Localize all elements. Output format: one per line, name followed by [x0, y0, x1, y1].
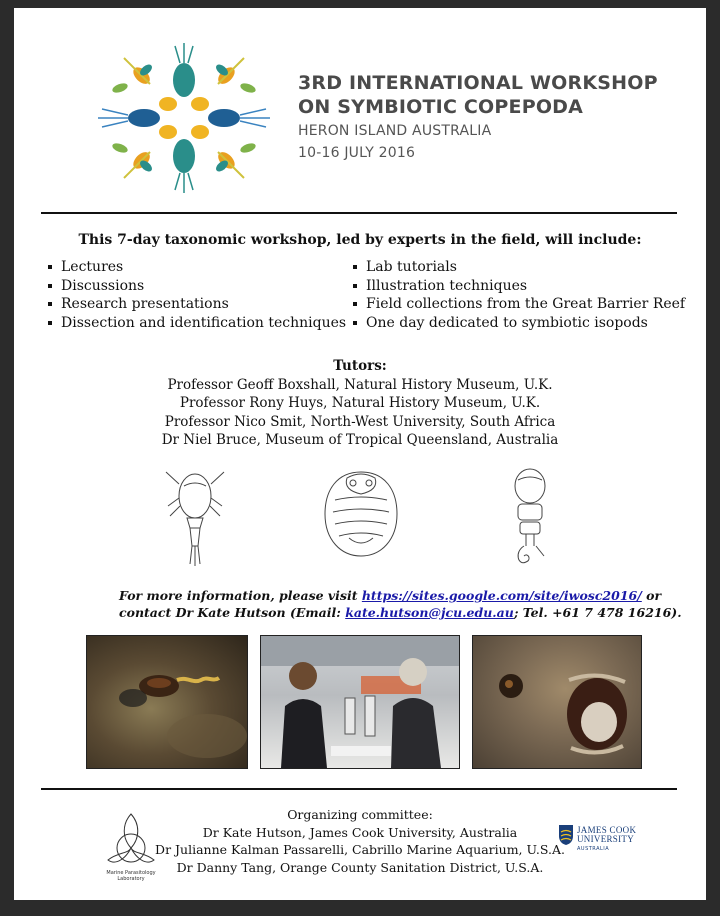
photo-fish-mouth-isopod — [472, 635, 642, 769]
tutor-item: Professor Nico Smit, North-West University, South Africa — [164, 413, 556, 430]
jcu-country: AUSTRALIA — [577, 846, 610, 852]
list-item: Field collections from the Great Barrier Reef — [349, 295, 685, 314]
left-logo-text: Marine Parasitology Laboratory — [106, 870, 156, 882]
copepod-drawing-left — [162, 466, 228, 576]
website-link[interactable]: https://sites.google.com/site/iwosc2016/ — [361, 588, 642, 603]
committee-member: Dr Danny Tang, Orange County Sanitation District, U.S.A. — [176, 859, 544, 875]
list-item: Discussions — [44, 277, 346, 296]
workshop-dates: 10-16 JULY 2016 — [298, 145, 416, 161]
photo-lab-microscopes — [260, 635, 460, 769]
intro-text: This 7-day taxonomic workshop, led by experts in the field, will include: — [78, 232, 642, 248]
tutor-item: Professor Geoff Boxshall, Natural History Museum, U.K. — [167, 376, 553, 393]
committee-heading: Organizing committee: — [287, 807, 433, 822]
email-link[interactable]: kate.hutson@jcu.edu.au — [345, 605, 514, 620]
tutors-heading: Tutors: — [333, 358, 387, 374]
copepod-logo — [96, 38, 272, 200]
committee-member: Dr Julianne Kalman Passarelli, Cabrillo Marine Aquarium, U.S.A. — [155, 842, 565, 857]
photo-fish-with-parasite — [86, 635, 248, 769]
activities-right — [349, 258, 685, 332]
workshop-title-line2: ON SYMBIOTIC COPEPODA — [298, 96, 584, 118]
workshop-title-line1: 3RD INTERNATIONAL WORKSHOP — [298, 72, 658, 94]
tutor-item: Dr Niel Bruce, Museum of Tropical Queensland, Australia — [161, 432, 559, 448]
committee-member: Dr Kate Hutson, James Cook University, Australia — [202, 824, 518, 840]
jcu-crest-icon — [558, 824, 574, 846]
list-item: Lab tutorials — [349, 258, 685, 277]
list-item: Lectures — [44, 258, 346, 277]
list-item: One day dedicated to symbiotic isopods — [349, 314, 685, 333]
info-line1: For more information, please visit https://sites.google.com/site/iwosc2016/ or — [119, 588, 662, 603]
divider-bottom — [41, 788, 677, 790]
flyer-page — [14, 8, 706, 900]
list-item: Dissection and identification techniques — [44, 314, 346, 333]
jcu-name: JAMES COOK UNIVERSITY — [577, 825, 637, 844]
tutors-section — [14, 357, 706, 450]
list-item: Research presentations — [44, 295, 346, 314]
activities-left — [44, 258, 346, 332]
copepod-drawing-right — [506, 466, 554, 576]
divider-top — [41, 212, 677, 214]
isopod-drawing-center — [319, 468, 403, 560]
info-line2: contact Dr Kate Hutson (Email: kate.hutson@jcu.edu.au; Tel. +61 7 478 16216). — [119, 605, 682, 620]
tutor-item: Professor Rony Huys, Natural History Museum, U.K. — [179, 395, 541, 411]
list-item: Illustration techniques — [349, 277, 685, 296]
workshop-location: HERON ISLAND AUSTRALIA — [298, 123, 492, 139]
